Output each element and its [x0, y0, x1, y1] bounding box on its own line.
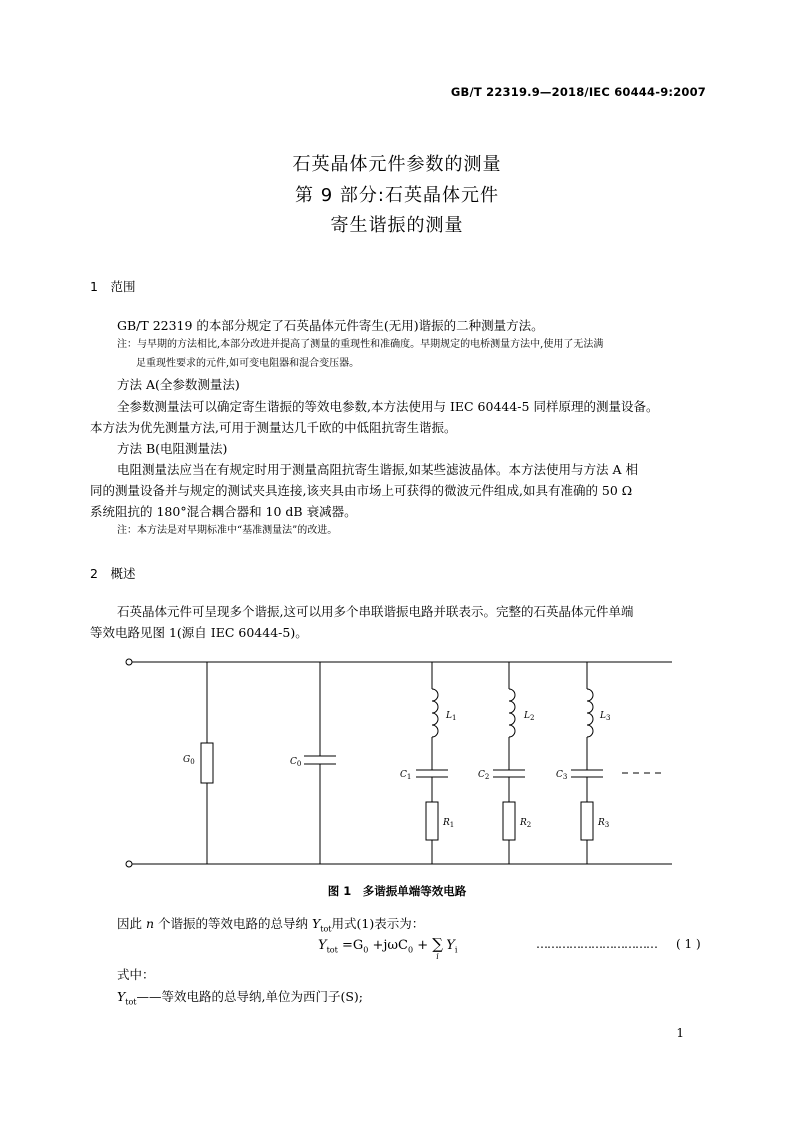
bottom-terminal: [126, 861, 132, 867]
method-b-title: 方法 B(电阻测量法): [117, 441, 228, 456]
title-line-1: 石英晶体元件参数的测量: [292, 154, 502, 175]
l1-inductor: [432, 689, 438, 737]
where-label: 式中：: [117, 967, 155, 982]
section-2-heading: 2 概述: [90, 566, 136, 581]
method-b-line-1: 电阻测量法应当在有规定时用于测量高阻抗寄生谐振,如某些滤波晶体。本方法使用与方法 A 相: [117, 462, 638, 477]
where-ytot-definition: $Y_{tot}——$等效电路的总导纳,单位为西门子(S);: [117, 989, 364, 1007]
note-1-line-1: 注：与早期的方法相比,本部分改进并提高了测量的重现性和准确度。早期规定的电桥测量方法中,使用了无法满: [117, 339, 604, 350]
method-a-title: 方法 A(全参数测量法): [117, 377, 240, 392]
formula-intro: 因此 n 个谐振的等效电路的总导纳 $Y_{tot}$用式(1)表示为：: [117, 916, 425, 934]
label-r2: $R_2$: [520, 818, 532, 829]
page-number: 1: [676, 1026, 684, 1040]
method-b-line-3: 系统阻抗的 180°混合耦合器和 10 dB 衰减器。: [90, 504, 357, 519]
section-1-heading: 1 范围: [90, 279, 136, 294]
label-l3: $L_3$: [600, 711, 611, 722]
l2-inductor: [509, 689, 515, 737]
figure-caption: 图 1 多谐振单端等效电路: [327, 884, 467, 898]
label-c3: $C_3$: [556, 770, 568, 781]
formula-1: $Y_{tot} =G_0 +j\omega C_0$ + ∑ i $Y_i$: [318, 935, 458, 961]
label-g0: $G_0$: [183, 755, 195, 766]
formula-number: ( 1 ): [676, 937, 701, 951]
section-2-line-1: 石英晶体元件可呈现多个谐振,这可以用多个串联谐振电路并联表示。完整的石英晶体元件单端: [117, 604, 634, 619]
formula-dots: ……………………………: [536, 937, 657, 951]
method-a-line-1: 全参数测量法可以确定寄生谐振的等效电参数,本方法使用与 IEC 60444-5 同样原理的测量设备。: [117, 399, 659, 414]
label-l1: $L_1$: [446, 711, 457, 722]
r1-resistor: [426, 802, 438, 840]
note-1-line-2: 足重现性要求的元件,如可变电阻器和混合变压器。: [136, 358, 360, 369]
label-l2: $L_2$: [524, 711, 535, 722]
title-line-2: 第 9 部分:石英晶体元件: [295, 185, 499, 206]
label-r3: $R_3$: [598, 818, 610, 829]
top-terminal: [126, 659, 132, 665]
label-r1: $R_1$: [443, 818, 455, 829]
section-1-paragraph: GB/T 22319 的本部分规定了石英晶体元件寄生(无用)谐振的二种测量方法。: [117, 318, 544, 333]
title-line-3: 寄生谐振的测量: [330, 215, 464, 236]
label-c2: $C_2$: [478, 770, 490, 781]
section-2-line-2: 等效电路见图 1(源自 IEC 60444-5)。: [90, 625, 308, 640]
standard-number: GB/T 22319.9—2018/IEC 60444-9:2007: [450, 85, 706, 99]
label-c1: $C_1$: [400, 770, 412, 781]
method-b-line-2: 同的测量设备并与规定的测试夹具连接,该夹具由市场上可获得的微波元件组成,如具有准确的 50 Ω: [90, 483, 633, 498]
method-a-line-2: 本方法为优先测量方法,可用于测量达几千欧的中低阻抗寄生谐振。: [90, 420, 457, 435]
r2-resistor: [503, 802, 515, 840]
label-c0: $C_0$: [290, 757, 302, 768]
r3-resistor: [581, 802, 593, 840]
note-2: 注：本方法是对早期标准中“基准测量法”的改进。: [117, 525, 338, 536]
l3-inductor: [587, 689, 593, 737]
g0-resistor: [201, 743, 213, 783]
